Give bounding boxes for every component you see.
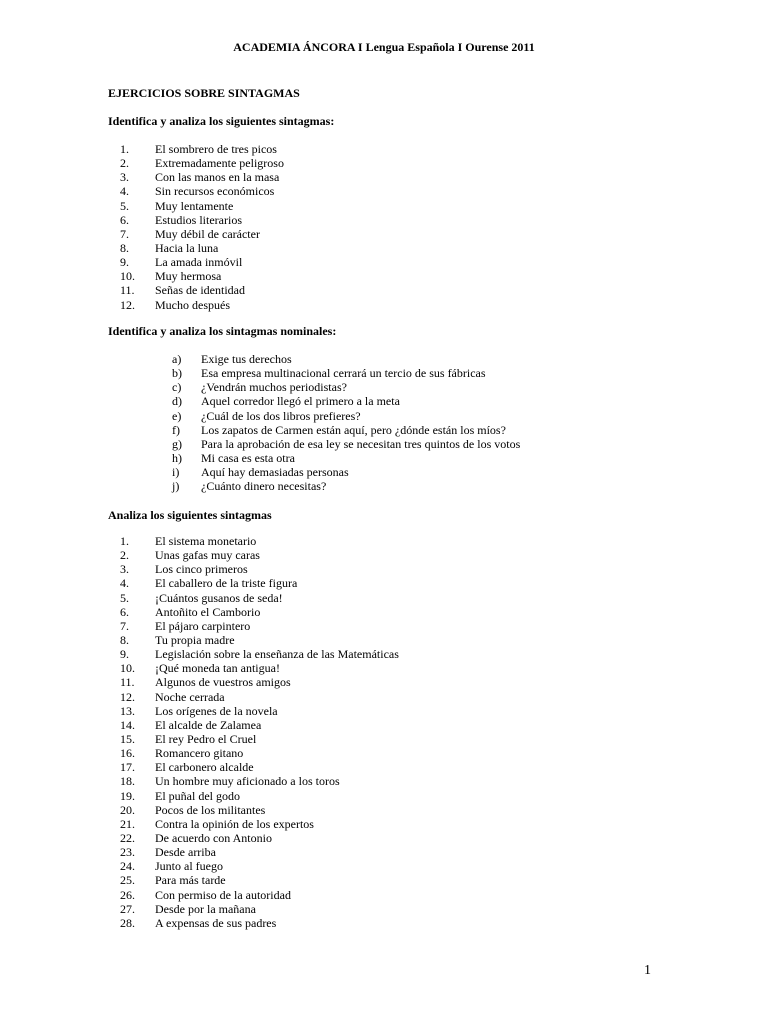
list-marker: 15. [120, 731, 135, 746]
list-item [172, 437, 520, 451]
list-text: Algunos de vuestros amigos [155, 675, 291, 690]
list-text: Para la aprobación de esa ley se necesitan tres quintos de los votos [201, 436, 521, 451]
list-text: Los zapatos de Carmen están aquí, pero ¿dónde están los míos? [201, 422, 506, 437]
list-text: El carbonero alcalde [155, 760, 254, 775]
exercise-list-3 [120, 534, 399, 930]
list-marker: 9. [120, 647, 129, 662]
list-item [120, 902, 399, 916]
list-marker: 28. [120, 915, 135, 930]
list-text: Un hombre muy aficionado a los toros [155, 774, 340, 789]
list-text: Esa empresa multinacional cerrará un tercio de sus fábricas [201, 366, 486, 381]
list-text: Con las manos en la masa [155, 170, 280, 185]
list-item [120, 916, 399, 930]
list-text: Antoñito el Camborio [155, 604, 261, 619]
list-item [120, 817, 399, 831]
list-marker: 2. [120, 156, 129, 171]
section-heading-3: Analiza los siguientes sintagmas [108, 508, 272, 522]
page-header: ACADEMIA ÁNCORA I Lengua Española I Ourense 2011 [233, 40, 535, 54]
list-marker: 16. [120, 746, 135, 761]
list-text: Noche cerrada [155, 689, 225, 704]
list-marker: a) [172, 352, 182, 366]
list-item [120, 760, 399, 774]
list-marker: 5. [120, 590, 129, 605]
list-item [172, 451, 520, 465]
list-item [120, 633, 399, 647]
list-text: ¡Qué moneda tan antigua! [155, 661, 280, 676]
list-marker: e) [172, 408, 182, 423]
list-item [120, 591, 399, 605]
list-marker: 10. [120, 269, 135, 284]
list-marker: 3. [120, 562, 129, 577]
list-text: Pocos de los militantes [155, 802, 266, 817]
list-marker: c) [172, 380, 182, 395]
page-title: EJERCICIOS SOBRE SINTAGMAS [108, 86, 300, 100]
list-text: Extremadamente peligroso [155, 156, 284, 171]
list-text: Sin recursos económicos [155, 184, 275, 199]
list-marker: 27. [120, 901, 135, 916]
list-item [172, 465, 520, 479]
list-marker: 17. [120, 760, 135, 775]
section-heading-2: Identifica y analiza los sintagmas nominales: [108, 324, 337, 338]
list-marker: 6. [120, 212, 129, 227]
list-marker: 3. [120, 170, 129, 185]
list-text: Hacia la luna [155, 240, 219, 255]
list-text: ¿Cuál de los dos libros prefieres? [201, 408, 361, 423]
list-item [120, 845, 399, 859]
exercise-list-2 [172, 352, 520, 493]
list-item [120, 562, 399, 576]
list-text: Contra la opinión de los expertos [155, 816, 314, 831]
list-text: Estudios literarios [155, 212, 242, 227]
list-item [120, 859, 399, 873]
list-text: Exige tus derechos [201, 352, 292, 366]
list-item [120, 156, 284, 170]
list-item [120, 170, 284, 184]
list-item [120, 619, 399, 633]
list-item [172, 394, 520, 408]
list-text: El sombrero de tres picos [155, 142, 277, 156]
list-marker: 20. [120, 802, 135, 817]
list-text: Para más tarde [155, 873, 226, 888]
list-item [120, 718, 399, 732]
list-item [120, 142, 284, 156]
list-text: Con permiso de la autoridad [155, 887, 291, 902]
list-marker: 23. [120, 845, 135, 860]
list-text: Muy hermosa [155, 269, 222, 284]
list-item [120, 298, 284, 312]
list-text: La amada inmóvil [155, 255, 243, 270]
list-text: ¡Cuántos gusanos de seda! [155, 590, 283, 605]
list-item [120, 213, 284, 227]
list-item [120, 199, 284, 213]
list-item [172, 423, 520, 437]
list-text: Legislación sobre la enseñanza de las Matemáticas [155, 647, 399, 662]
list-marker: 1. [120, 534, 129, 548]
list-text: ¿Vendrán muchos periodistas? [201, 380, 347, 395]
list-text: A expensas de sus padres [155, 915, 277, 930]
list-item [120, 803, 399, 817]
list-marker: 14. [120, 717, 135, 732]
list-text: Desde arriba [155, 845, 216, 860]
list-marker: 11. [120, 675, 135, 690]
list-marker: 25. [120, 873, 135, 888]
list-text: El rey Pedro el Cruel [155, 731, 257, 746]
list-text: El sistema monetario [155, 534, 257, 548]
list-marker: 13. [120, 703, 135, 718]
list-marker: 7. [120, 226, 129, 241]
list-item [120, 704, 399, 718]
list-item [120, 269, 284, 283]
list-marker: 11. [120, 283, 135, 298]
list-text: Señas de identidad [155, 283, 245, 298]
list-marker: g) [172, 436, 182, 451]
list-text: ¿Cuánto dinero necesitas? [201, 479, 327, 494]
list-item [120, 789, 399, 803]
list-item [120, 255, 284, 269]
list-item [172, 366, 520, 380]
list-item [120, 746, 399, 760]
list-marker: 7. [120, 618, 129, 633]
list-marker: 4. [120, 184, 129, 199]
list-marker: 6. [120, 604, 129, 619]
list-item [120, 548, 399, 562]
list-marker: 1. [120, 142, 129, 156]
page-number: 1 [644, 963, 651, 978]
list-text: Mi casa es esta otra [201, 450, 295, 465]
list-marker: h) [172, 450, 182, 465]
list-marker: 12. [120, 297, 135, 312]
list-text: El pájaro carpintero [155, 618, 251, 633]
list-marker: f) [172, 422, 180, 437]
list-marker: i) [172, 465, 180, 480]
list-item [120, 534, 399, 548]
list-text: Los orígenes de la novela [155, 703, 278, 718]
list-item [120, 675, 399, 689]
list-item [120, 831, 399, 845]
list-item [120, 690, 399, 704]
list-item [120, 283, 284, 297]
list-item [172, 352, 520, 366]
list-item [120, 184, 284, 198]
list-text: De acuerdo con Antonio [155, 830, 272, 845]
list-item [120, 605, 399, 619]
list-marker: 9. [120, 255, 129, 270]
list-text: El puñal del godo [155, 788, 240, 803]
list-text: Romancero gitano [155, 746, 244, 761]
list-text: Aquí hay demasiadas personas [201, 465, 349, 480]
list-item [120, 873, 399, 887]
list-text: Desde por la mañana [155, 901, 256, 916]
list-text: El caballero de la triste figura [155, 576, 298, 591]
section-heading-1: Identifica y analiza los siguientes sintagmas: [108, 114, 335, 128]
list-marker: 8. [120, 240, 129, 255]
list-marker: 22. [120, 830, 135, 845]
list-item [120, 647, 399, 661]
list-marker: 5. [120, 198, 129, 213]
list-marker: 8. [120, 632, 129, 647]
list-text: Unas gafas muy caras [155, 548, 260, 563]
list-marker: 21. [120, 816, 135, 831]
list-item [120, 241, 284, 255]
list-marker: 4. [120, 576, 129, 591]
list-item [120, 576, 399, 590]
list-text: Aquel corredor llegó el primero a la meta [201, 394, 400, 409]
list-text: Tu propia madre [155, 632, 235, 647]
list-marker: 12. [120, 689, 135, 704]
list-text: Muy débil de carácter [155, 226, 260, 241]
list-item [120, 888, 399, 902]
list-marker: b) [172, 366, 182, 381]
list-item [120, 227, 284, 241]
list-text: Muy lentamente [155, 198, 234, 213]
list-marker: 2. [120, 548, 129, 563]
list-marker: 26. [120, 887, 135, 902]
list-item [172, 409, 520, 423]
exercise-list-1 [120, 142, 284, 312]
list-marker: 19. [120, 788, 135, 803]
list-marker: 10. [120, 661, 135, 676]
list-item [172, 380, 520, 394]
list-marker: 24. [120, 859, 135, 874]
list-item [120, 661, 399, 675]
list-text: Los cinco primeros [155, 562, 248, 577]
list-text: Mucho después [155, 297, 230, 312]
list-text: Junto al fuego [155, 859, 223, 874]
list-item [172, 479, 520, 493]
list-item [120, 774, 399, 788]
list-marker: j) [172, 479, 180, 494]
list-marker: 18. [120, 774, 135, 789]
list-marker: d) [172, 394, 182, 409]
list-item [120, 732, 399, 746]
list-text: El alcalde de Zalamea [155, 717, 262, 732]
